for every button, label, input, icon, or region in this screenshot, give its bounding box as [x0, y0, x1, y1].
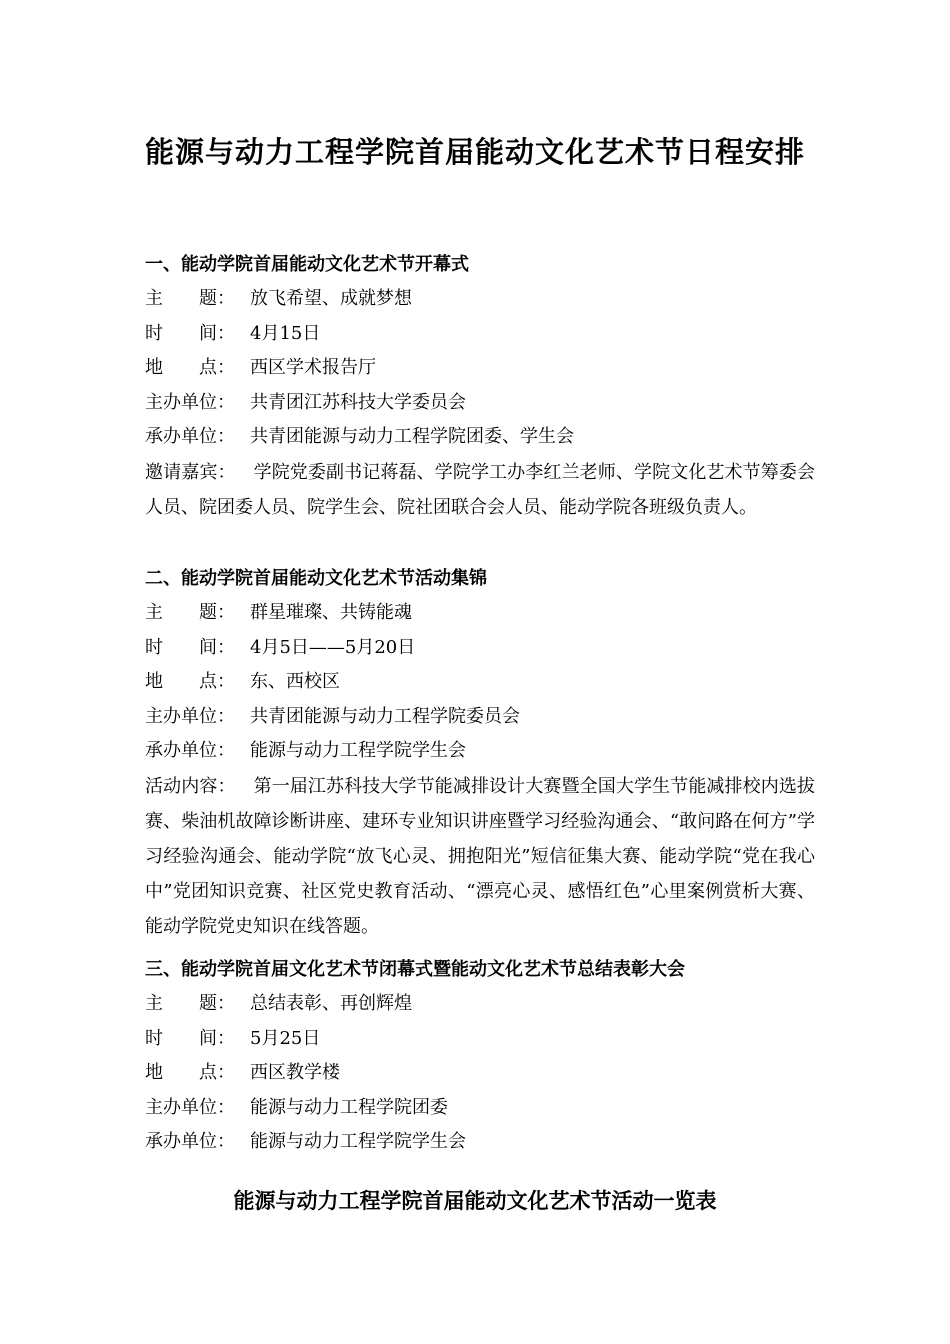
row-value: 能源与动力工程学院团委: [250, 1096, 448, 1118]
row-value: 总结表彰、再创辉煌: [250, 993, 412, 1014]
page-title: 能源与动力工程学院首届能动文化艺术节日程安排: [144, 135, 805, 169]
row-label: 地 点：: [145, 357, 235, 378]
row-value: 西区教学楼: [250, 1062, 340, 1083]
row-label: 主 题：: [145, 288, 235, 309]
info-row-host: [145, 386, 815, 421]
row-value: 能源与动力工程学院学生会: [250, 1131, 466, 1152]
info-row-location: [145, 1056, 815, 1091]
row-value: 共青团能源与动力工程学院委员会: [250, 705, 520, 727]
row-value: 4月5日——5月20日: [250, 636, 416, 658]
para-label: 邀请嘉宾：: [145, 461, 236, 483]
info-row-host: [145, 700, 815, 735]
activity-table-title: 能源与动力工程学院首届能动文化艺术节活动一览表: [233, 1188, 717, 1213]
info-row-time: [145, 1022, 815, 1057]
section-heading: 一、能动学院首届能动文化艺术节开幕式: [145, 254, 469, 275]
info-row-host: [145, 1091, 815, 1126]
section-heading: 三、能动学院首届文化艺术节闭幕式暨能动文化艺术节总结表彰大会: [145, 959, 685, 980]
row-label: 主办单位：: [145, 705, 235, 727]
row-value: 群星璀璨、共铸能魂: [250, 602, 412, 623]
row-label: 地 点：: [145, 671, 235, 692]
para-label: 活动内容：: [145, 775, 236, 797]
info-row-location: [145, 351, 815, 386]
info-row-organizer: [145, 1125, 815, 1160]
info-row-organizer: [145, 734, 815, 769]
section-opening-ceremony: [145, 248, 815, 525]
para-text: 第一届江苏科技大学节能减排设计大赛暨全国大学生节能减排校内选拔赛、柴油机故障诊断讲座、建环专业知识讲座暨学习经验沟通会、“敢问路在何方”学习经验沟通会、能动学院“放飞心灵、拥抱阳光”短信征集大赛、能动学院“党在我心中”党团知识竞赛、社区党史教育活动、“漂亮心灵、感悟红色”心里案例赏析大赛、能动学院党史知识在线答题。: [145, 775, 816, 937]
row-label: 时 间：: [145, 322, 235, 344]
row-label: 主 题：: [145, 602, 235, 623]
row-label: 承办单位：: [145, 426, 235, 447]
section-closing-ceremony: [145, 953, 815, 1160]
row-label: 时 间：: [145, 1027, 235, 1049]
row-label: 地 点：: [145, 1062, 235, 1083]
info-row-theme: [145, 282, 815, 317]
row-label: 主办单位：: [145, 391, 235, 413]
info-row-organizer: [145, 420, 815, 455]
info-row-time: [145, 631, 815, 666]
info-row-theme: [145, 596, 815, 631]
row-value: 能源与动力工程学院学生会: [250, 740, 466, 761]
row-value: 4月15日: [250, 322, 321, 344]
section-heading: 二、能动学院首届能动文化艺术节活动集锦: [145, 568, 487, 589]
row-value: 共青团能源与动力工程学院团委、学生会: [250, 426, 574, 447]
row-label: 时 间：: [145, 636, 235, 658]
row-label: 主办单位：: [145, 1096, 235, 1118]
activity-content-paragraph: [145, 769, 815, 944]
row-value: 西区学术报告厅: [250, 357, 376, 378]
row-value: 放飞希望、成就梦想: [250, 288, 412, 309]
row-value: 东、西校区: [250, 671, 340, 692]
row-value: 5月25日: [250, 1027, 321, 1049]
info-row-time: [145, 317, 815, 352]
row-label: 主 题：: [145, 993, 235, 1014]
row-label: 承办单位：: [145, 740, 235, 761]
info-row-location: [145, 665, 815, 700]
row-value: 共青团江苏科技大学委员会: [250, 391, 466, 413]
section-activities: [145, 562, 815, 944]
info-row-theme: [145, 987, 815, 1022]
invited-guests-paragraph: [145, 455, 815, 525]
para-text: 学院党委副书记蒋磊、学院学工办李红兰老师、学院文化艺术节筹委会人员、院团委人员、院学生会、院社团联合会人员、能动学院各班级负责人。: [145, 461, 816, 518]
row-label: 承办单位：: [145, 1131, 235, 1152]
